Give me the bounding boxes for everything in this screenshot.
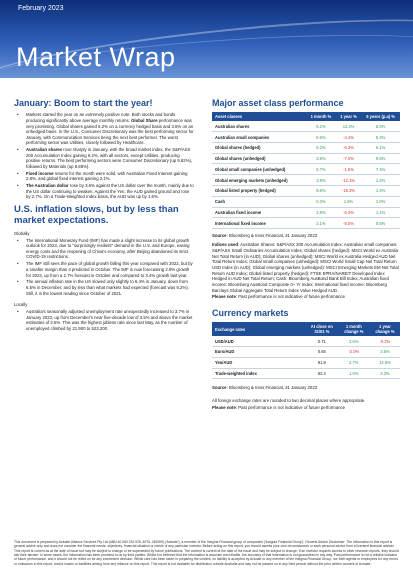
table-row	[212, 164, 400, 175]
list-item: • Fixed income returns for the month were solid, with Australian Fixed Interest gaining 2.8%, and global fixed interest gaining 2.1%.	[14, 171, 194, 182]
asset-source: Source: Bloomberg & Iress Financial, 31 January 2023	[212, 233, 318, 239]
locally-bullets	[14, 309, 194, 331]
list-item: • Markets started the year on an extremely positive note. Both stocks and bonds producing significantly above average monthly returns. Global Share performance was very promising. Global shares gained 6.2% on a currency hedged basis and 3.6% on an unhedged basis. In the U.S., Consumer Discretionary was the best performing sector for January, with Communication Services being the next best performer. The worst performing sector was Utilities, closely followed by Healthcare.	[14, 112, 194, 145]
table-row	[212, 347, 400, 358]
table-row	[212, 132, 400, 143]
return-1-month: 3.6%	[306, 153, 336, 164]
currency-source: Source: Bloomberg & Iress Financial, 31 January 2023	[212, 385, 318, 391]
return-1-year: -1.5%	[336, 164, 361, 175]
exchange-rate-name: USD/AUD	[212, 336, 306, 346]
list-item: • The International Monetary Fund (IMF) has made a slight increase to its global growth outlook for 2023, due to "surprisingly resilient" demand in the U.S. and Europe, easing energy costs and the reopening of China's economy, after Beijing abandoned its strict COVID-19 restrictions.	[14, 238, 194, 260]
asset-class-name: Australian fixed income	[212, 207, 306, 218]
return-1-year: -7.0%	[336, 153, 361, 164]
rate-at-close: 0.71	[306, 336, 338, 346]
indices-used: Indices used: Australian Shares: S&P/ASX 200 Accumulation Index; Australian small companies: S&P/ASX Small Ordinaries Accumulation Index; Global shares (hedged): MSCI World ex Australia Net Total Return (in AUD); Global shares (unhedged): MSCI World ex Australia Hedged AUD Net Total Return Index; Global small companies (unhedged): MSCI World Small Cap Net Total Return USD Index (in AUD); Global emerging markets (unhedged): MSCI Emerging Markets EM Net Total Return AUD Index; Global listed property (hedged): FTSE EPRA/NAREIT Developed Index Hedged in AUD Net Total Return; Cash: Bloomberg AusBond Bank Bill Index; Australian fixed income: Bloomberg AusBond Composite 0+ Yr Index; International fixed income: Bloomberg Barclays Global Aggregate Total Return Index Value Hedged AUD.	[212, 242, 399, 293]
change-1-year: 3.3%	[370, 368, 400, 379]
list-item: • The Australian dollar rose by 3.6% against the US dollar over the month, mainly due to the US dollar continuing to weaken. Against the Yen, the AUD gained ground and rose by 2.7%. On a Trade-Weighted Index basis, the AUD was up by 1.6%.	[14, 183, 194, 200]
table-row	[212, 368, 400, 379]
return-5-years: 1.1%	[361, 207, 400, 218]
return-1-month: 6.2%	[306, 121, 336, 131]
change-1-year: -0.2%	[370, 336, 400, 346]
list-item: • The IMF still sees the pace of global growth falling this year compared with 2022, but by a smaller margin than it predicted in October. The IMF is now forecasting 2.9% growth for 2023, up from a 2.7% forecast in October and compared to 3.4% growth last year.	[14, 261, 194, 278]
return-5-years: 8.5%	[361, 121, 400, 131]
section-title-january: January: Boom to start the year!	[14, 98, 153, 108]
list-item: • Australian shares rose sharply in January, with the broad market index, the S&P/ASX 200 Accumulation Index gaining 6.2%, with all sectors, except Utilities, producing positive returns. The best performing sectors were Consumer Discretionary (up 9.62%), followed by Materials (up 8.88%).	[14, 147, 194, 169]
list-item: • Australia's seasonally adjusted unemployment rate unexpectedly increased to 3.7% in January 2023, up from December's near five-decade low of 3.5% and above the market estimates of 3.5%. This was the highest jobless rate since last May, as the number of unemployed climbed by 21,900 to 523,200.	[14, 309, 194, 331]
section-title-inflation: U.S. inflation slows, but by less than market expectations.	[14, 203, 179, 226]
asset-table-body	[212, 121, 400, 228]
table-header-row	[212, 112, 400, 121]
column-header: 1 month change %	[338, 322, 370, 336]
rate-at-close: 0.65	[306, 347, 338, 358]
return-1-year: -4.4%	[336, 132, 361, 143]
section-title-asset-performance: Major asset class performance	[212, 98, 344, 108]
january-bullets	[14, 112, 194, 200]
exchange-rate-name: Yen/AUD	[212, 357, 306, 368]
return-1-year: 1.5%	[336, 196, 361, 207]
locally-label: Locally	[14, 302, 28, 308]
table-row	[212, 218, 400, 229]
rate-at-close: 91.8	[306, 357, 338, 368]
asset-class-name: Global small companies (unhedged)	[212, 164, 306, 175]
table-row	[212, 186, 400, 197]
asset-class-name: Global listed property (hedged)	[212, 186, 306, 197]
change-1-month: -2.0%	[338, 347, 370, 358]
globally-label: Globally	[14, 230, 30, 236]
change-1-month: 3.6%	[338, 336, 370, 346]
change-1-year: 12.8%	[370, 357, 400, 368]
return-1-month: 2.8%	[306, 207, 336, 218]
asset-class-name: Cash	[212, 196, 306, 207]
exchange-rate-name: Trade-weighted index	[212, 368, 306, 379]
column-header: 1 year %	[336, 112, 361, 121]
rate-at-close: 62.4	[306, 368, 338, 379]
return-1-month: 2.1%	[306, 218, 336, 229]
return-1-year: 12.2%	[336, 121, 361, 131]
disclaimer: This document is prepared by Actuate Alliance Services Pty Ltd (ABN 40 083 233 925, AFSL 240959) ('Actuate'), a member of the Insignia Financial group of companies ('Insignia Financial Group'). General Advice Disclaimer: The information in this report is general advice only and does not consider the financial needs, objectives, financial situation or needs of any particular investor. Before acting on this report, you should assess your own circumstances or seek personal advice from a licensed financial adviser. This report is current as at the date of issue but may be subject to change or be superseded by future publications. The content is current at the date of the issue and may be subject to change. If an investor requires access to other research reports, they should ask their adviser. In some cases, the information has been provided to us by third parties. Whilst it is believed that the information is accurate and reliable, the accuracy of that information is not guaranteed in any way. Past performance is not a reliable indicator of future performance, and it should not be relied on for any investment decision. Whilst care has been taken in preparing the content, no liability is accepted by Actuate or any member of the Insignia Financial Group, nor their agents or employees for any errors or omissions in this report, and/or losses or liabilities arising from any reliance on this report. This report is not available for distribution outside Australia and may not be passed on to any third person without the prior written consent of Actuate.	[14, 540, 399, 566]
right-column	[212, 98, 400, 411]
asset-note: Please note: Past performance is not indicative of future performance	[212, 294, 346, 300]
table-row	[212, 121, 400, 131]
asset-class-table	[212, 112, 400, 229]
change-1-month: 1.6%	[338, 368, 370, 379]
table-row	[212, 142, 400, 153]
return-5-years: 6.1%	[361, 142, 400, 153]
return-1-year: -15.3%	[336, 186, 361, 197]
column-header: 5 years (p.a) %	[361, 112, 400, 121]
exchange-rate-name: Euro/AUD	[212, 347, 306, 358]
table-row	[212, 336, 400, 346]
table-row	[212, 207, 400, 218]
table-row	[212, 196, 400, 207]
return-5-years: 5.4%	[361, 132, 400, 143]
column-header: 1 year change %	[370, 322, 400, 336]
asset-class-name: Global shares (unhedged)	[212, 153, 306, 164]
return-5-years: 1.2%	[361, 175, 400, 186]
header-banner	[0, 0, 413, 78]
return-5-years: 1.0%	[361, 196, 400, 207]
column-header: Asset classes	[212, 112, 306, 121]
currency-table	[212, 322, 400, 379]
table-header-row	[212, 322, 400, 336]
currency-table-body	[212, 336, 400, 379]
asset-class-name: Australian small companies	[212, 132, 306, 143]
return-1-year: -6.3%	[336, 207, 361, 218]
return-1-month: 6.2%	[306, 142, 336, 153]
column-header: Exchange rates	[212, 322, 306, 336]
return-1-year: -6.3%	[336, 142, 361, 153]
table-row	[212, 153, 400, 164]
return-5-years: 0.5%	[361, 218, 400, 229]
column-header: 1 month %	[306, 112, 336, 121]
return-1-month: 0.3%	[306, 196, 336, 207]
change-1-month: 2.7%	[338, 357, 370, 368]
return-5-years: 7.4%	[361, 164, 400, 175]
return-1-month: 3.8%	[306, 175, 336, 186]
return-1-year: -8.0%	[336, 218, 361, 229]
return-1-month: 8.6%	[306, 186, 336, 197]
change-1-year: 3.5%	[370, 347, 400, 358]
asset-class-name: Australian shares	[212, 121, 306, 131]
table-row	[212, 357, 400, 368]
asset-class-name: International fixed income	[212, 218, 306, 229]
return-5-years: 9.6%	[361, 153, 400, 164]
asset-class-name: Global shares (hedged)	[212, 142, 306, 153]
return-5-years: 1.4%	[361, 186, 400, 197]
list-item: • The annual inflation rate in the US slowed only slightly to 6.4% in January, down from 6.5% in December, and by less than what markets had expected (forecast was 6.2%). Still, it is the lowest reading since October of 2021.	[14, 279, 194, 296]
fx-rounding-note: All foreign exchange rates are rounded to two decimal places where appropriate.	[212, 398, 366, 404]
return-1-year: -12.1%	[336, 175, 361, 186]
column-header: At close on 31/01 %	[306, 322, 338, 336]
asset-class-name: Global emerging markets (unhedged)	[212, 175, 306, 186]
return-1-month: 5.7%	[306, 164, 336, 175]
page-title: Market Wrap	[16, 42, 176, 72]
return-1-month: 6.6%	[306, 132, 336, 143]
currency-note: Please note: Past performance is not indicative of future performance	[212, 405, 346, 411]
publication-date: February 2023	[18, 5, 64, 12]
left-column	[14, 98, 194, 333]
globally-bullets	[14, 238, 194, 296]
table-row	[212, 175, 400, 186]
section-title-currency: Currency markets	[212, 307, 289, 318]
